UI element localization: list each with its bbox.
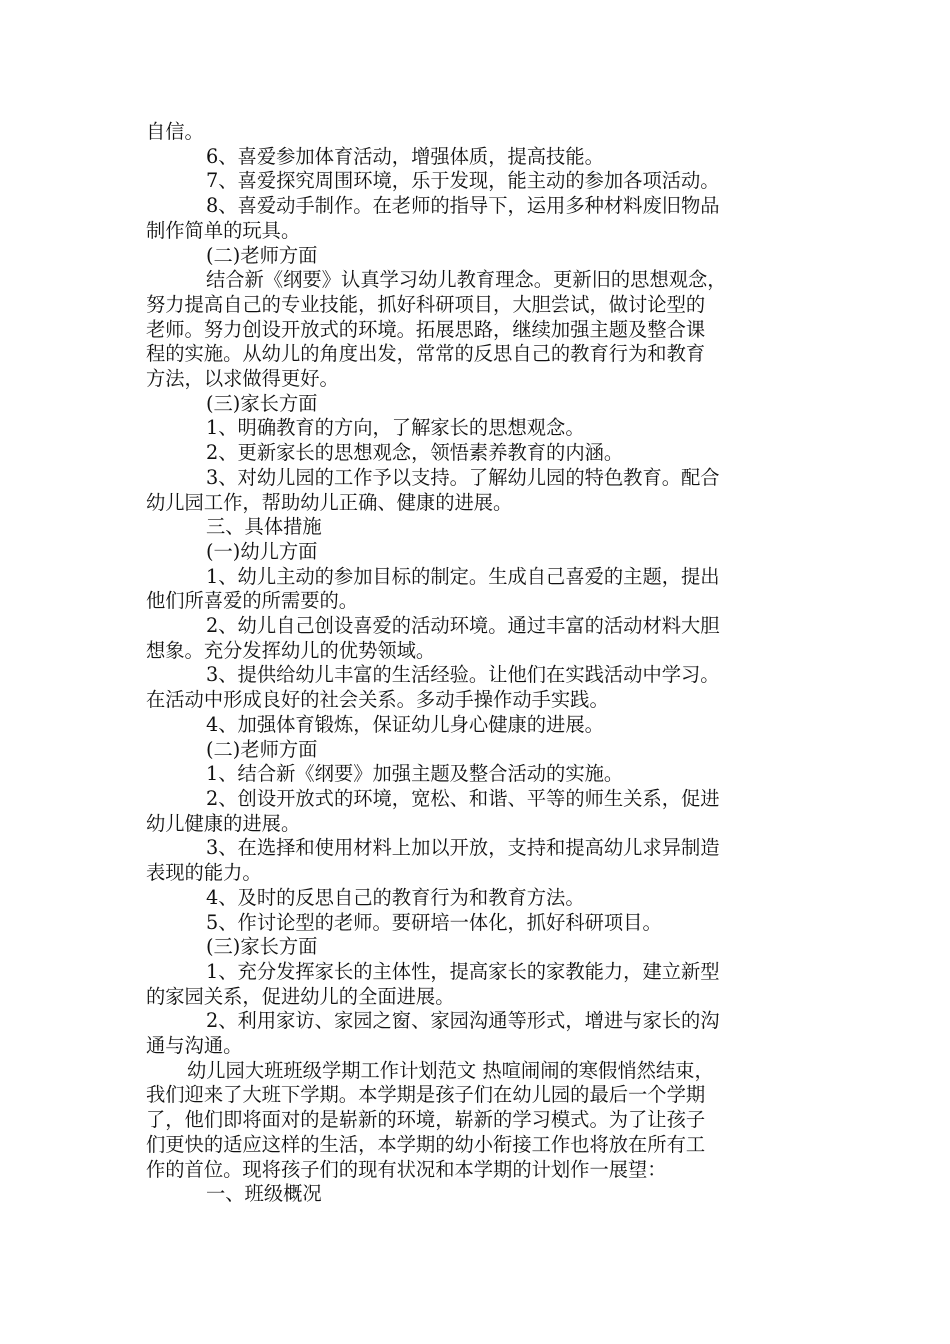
text-line: 2、幼儿自己创设喜爱的活动环境。通过丰富的活动材料大胆: [206, 614, 720, 638]
text-line: (三)家长方面: [206, 935, 318, 959]
text-line: 了，他们即将面对的是崭新的环境，崭新的学习模式。为了让孩子: [146, 1108, 706, 1132]
text-line: 在活动中形成良好的社会关系。多动手操作动手实践。: [146, 688, 609, 712]
text-line: 方法，以求做得更好。: [146, 367, 339, 391]
text-line: 一、班级概况: [206, 1182, 322, 1206]
text-line: 作的首位。现将孩子们的现有状况和本学期的计划作一展望：: [146, 1157, 667, 1181]
text-line: (一)幼儿方面: [206, 539, 318, 563]
text-line: 他们所喜爱的所需要的。: [146, 589, 359, 613]
document-body: [146, 120, 814, 1207]
text-line: 幼儿园工作，帮助幼儿正确、健康的进展。: [146, 490, 513, 514]
text-line: 们更快的适应这样的生活，本学期的幼小衔接工作也将放在所有工: [146, 1132, 706, 1156]
text-line: 制作简单的玩具。: [146, 218, 301, 242]
text-line: 1、幼儿主动的参加目标的制定。生成自己喜爱的主题，提出: [206, 564, 720, 588]
text-line: 幼儿健康的进展。: [146, 811, 301, 835]
text-line: 8、喜爱动手制作。在老师的指导下，运用多种材料废旧物品: [206, 194, 720, 218]
text-line: 3、对幼儿园的工作予以支持。了解幼儿园的特色教育。配合: [206, 465, 720, 489]
text-line: 我们迎来了大班下学期。本学期是孩子们在幼儿园的最后一个学期: [146, 1083, 706, 1107]
text-line: (二)老师方面: [206, 737, 318, 761]
text-line: 4、加强体育锻炼，保证幼儿身心健康的进展。: [206, 712, 604, 736]
text-line: 结合新《纲要》认真学习幼儿教育理念。更新旧的思想观念，: [206, 268, 727, 292]
text-line: 想象。充分发挥幼儿的优势领域。: [146, 638, 436, 662]
text-line: 5、作讨论型的老师。要研培一体化，抓好科研项目。: [206, 910, 662, 934]
text-line: 老师。努力创设开放式的环境。拓展思路，继续加强主题及整合课: [146, 317, 706, 341]
text-line: 3、在选择和使用材料上加以开放，支持和提高幼儿求异制造: [206, 836, 720, 860]
text-line: 努力提高自己的专业技能，抓好科研项目，大胆尝试，做讨论型的: [146, 292, 706, 316]
text-line: 1、结合新《纲要》加强主题及整合活动的实施。: [206, 762, 624, 786]
text-line: (二)老师方面: [206, 243, 318, 267]
text-line: 7、喜爱探究周围环境，乐于发现，能主动的参加各项活动。: [206, 169, 720, 193]
text-line: 通与沟通。: [146, 1034, 243, 1058]
text-line: 三、具体措施: [206, 515, 322, 539]
text-line: 6、喜爱参加体育活动，增强体质，提高技能。: [206, 144, 604, 168]
text-line: 3、提供给幼儿丰富的生活经验。让他们在实践活动中学习。: [206, 663, 720, 687]
text-line: 4、及时的反思自己的教育行为和教育方法。: [206, 885, 585, 909]
text-line: 表现的能力。: [146, 861, 262, 885]
text-line: 自信。: [146, 120, 204, 143]
text-line: 1、明确教育的方向，了解家长的思想观念。: [206, 416, 585, 440]
text-line: 程的实施。从幼儿的角度出发，常常的反思自己的教育行为和教育: [146, 342, 706, 366]
text-line: 的家园关系，促进幼儿的全面进展。: [146, 984, 455, 1008]
text-line: 2、更新家长的思想观念，领悟素养教育的内涵。: [206, 441, 624, 465]
text-line: 1、充分发挥家长的主体性，提高家长的家教能力，建立新型: [206, 959, 720, 983]
text-line: 2、利用家访、家园之窗、家园沟通等形式，增进与家长的沟: [206, 1009, 720, 1033]
text-line: 幼儿园大班班级学期工作计划范文 热喧闹闹的寒假悄然结束，: [187, 1058, 714, 1082]
text-line: (三)家长方面: [206, 391, 318, 415]
text-line: 2、创设开放式的环境，宽松、和谐、平等的师生关系，促进: [206, 786, 720, 810]
